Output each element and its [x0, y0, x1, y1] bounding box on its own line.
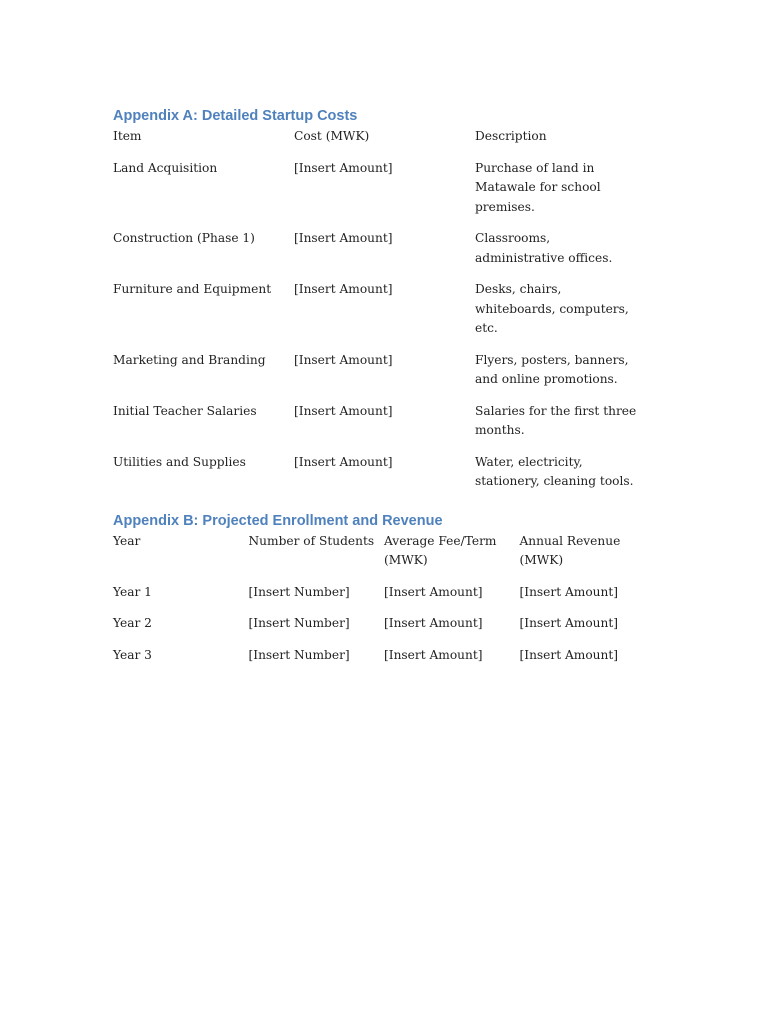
table-row [113, 402, 643, 453]
table-row [113, 583, 655, 615]
table-row [113, 646, 655, 666]
item-cell: Land Acquisition [113, 160, 218, 175]
table-header-row [113, 127, 643, 159]
enrollment-revenue-table [113, 532, 655, 666]
document-content [113, 106, 653, 665]
table-row [113, 614, 655, 646]
appendix-b-title: Appendix B: Projected Enrollment and Revenue [113, 512, 443, 529]
table-row [113, 280, 643, 351]
description-cell: Water, electricity, stationery, cleaning tools. [475, 454, 634, 488]
year-cell: Year 1 [113, 584, 152, 599]
column-header-description: Description [475, 129, 547, 143]
item-cell: Marketing and Branding [113, 352, 266, 367]
column-header-cost: Cost (MWK) [294, 129, 370, 143]
cost-cell: [Insert Amount] [294, 403, 393, 418]
column-header-annual-revenue: Annual Revenue (MWK) [519, 533, 621, 567]
item-cell: Furniture and Equipment [113, 282, 272, 296]
description-cell: Desks, chairs, whiteboards, computers, etc. [475, 282, 629, 335]
item-cell: Construction (Phase 1) [113, 231, 255, 245]
description-cell: Salaries for the first three months. [475, 403, 637, 437]
description-cell: Flyers, posters, banners, and online promotions. [475, 352, 629, 386]
annual-revenue-cell: [Insert Amount] [519, 647, 619, 662]
year-cell: Year 3 [113, 647, 152, 662]
annual-revenue-cell: [Insert Amount] [519, 616, 619, 630]
appendix-a-title: Appendix A: Detailed Startup Costs [113, 108, 358, 124]
startup-costs-table [113, 127, 643, 492]
average-fee-cell: [Insert Amount] [384, 584, 483, 599]
cost-cell: [Insert Amount] [294, 231, 393, 245]
table-row [113, 229, 643, 280]
cost-cell: [Insert Amount] [294, 352, 393, 367]
table-row [113, 351, 643, 402]
column-header-item: Item [113, 129, 142, 143]
table-header-row [113, 532, 655, 583]
students-cell: [Insert Number] [248, 616, 350, 630]
table-row [113, 159, 643, 230]
average-fee-cell: [Insert Amount] [384, 647, 483, 662]
cost-cell: [Insert Amount] [294, 160, 393, 175]
annual-revenue-cell: [Insert Amount] [519, 584, 619, 599]
column-header-students: Number of Students [248, 533, 375, 548]
students-cell: [Insert Number] [248, 647, 350, 662]
description-cell: Purchase of land in Matawale for school premises. [475, 160, 601, 214]
description-cell: Classrooms, administrative offices. [475, 231, 613, 265]
cost-cell: [Insert Amount] [294, 282, 393, 296]
year-cell: Year 2 [113, 616, 152, 630]
cost-cell: [Insert Amount] [294, 454, 393, 469]
item-cell: Initial Teacher Salaries [113, 403, 257, 418]
average-fee-cell: [Insert Amount] [384, 616, 483, 630]
item-cell: Utilities and Supplies [113, 454, 246, 469]
column-header-average-fee: Average Fee/Term (MWK) [384, 533, 497, 567]
students-cell: [Insert Number] [248, 584, 350, 599]
table-row [113, 453, 643, 492]
column-header-year: Year [113, 533, 141, 548]
